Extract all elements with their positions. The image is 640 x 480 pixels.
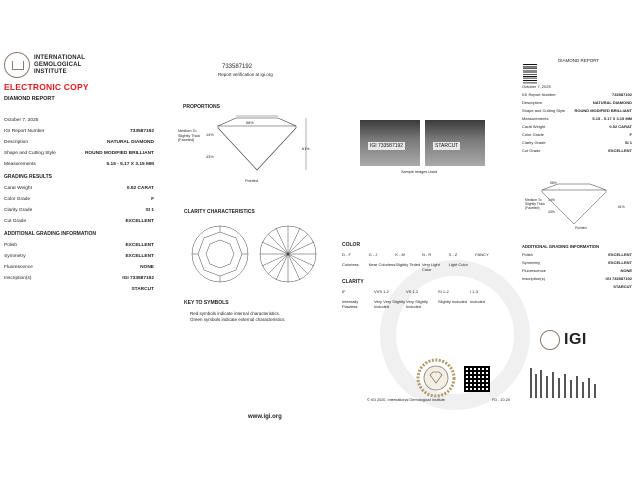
additional-info — [4, 243, 154, 292]
detail-row — [4, 151, 154, 156]
detail-row — [522, 125, 632, 130]
detail-value: ROUND MODIFIED BRILLIANT — [84, 151, 154, 156]
detail-row — [522, 133, 632, 138]
detail-value: SI 1 — [145, 208, 154, 213]
detail-value: EXCELLENT — [608, 147, 632, 153]
color-grade-range: D - F — [342, 252, 351, 257]
right-culet-label: Pointed — [575, 226, 587, 230]
electronic-copy-label: ELECTRONIC COPY — [4, 82, 89, 92]
detail-value: 0.52 CARAT — [609, 123, 632, 129]
detail-row — [4, 186, 154, 191]
detail-label: Symmetry — [4, 254, 26, 259]
right-column — [522, 84, 632, 153]
clarity-grade-name: Slightly Included — [438, 299, 468, 304]
report-number: 733587192 — [222, 64, 253, 70]
color-grade-name: Near Colorless — [368, 262, 396, 267]
right-depth-percent: 61% — [618, 205, 625, 209]
detail-label: Color Grade — [522, 131, 544, 137]
igi-logo-icon — [540, 330, 560, 350]
detail-label: IGI Report Number — [522, 91, 556, 97]
clarity-grade-name: Very Slightly Included — [406, 299, 429, 309]
detail-value: ROUND MODIFIED BRILLIANT — [574, 107, 632, 113]
right-additional-rows — [522, 253, 632, 290]
detail-label: Measurements — [4, 162, 36, 167]
right-date: October 7, 2025 — [522, 84, 551, 89]
key-to-symbols-title: KEY TO SYMBOLS — [184, 300, 229, 306]
detail-value: 0.52 CARAT — [126, 186, 154, 191]
color-grade-name: Slightly Tinted — [395, 262, 421, 267]
detail-label: Polish — [522, 251, 533, 257]
detail-label: Description — [522, 99, 543, 105]
clarity-scale-names — [342, 300, 502, 309]
key-to-symbols-text: Red symbols indicate internal characteristics. Green symbols indicate external characteristics. — [190, 311, 286, 322]
detail-value: EXCELLENT — [608, 251, 632, 257]
detail-label: Polish — [4, 243, 18, 248]
detail-row — [522, 261, 632, 266]
detail-label: Clarity Grade — [4, 208, 33, 213]
detail-value: EXCELLENT — [125, 219, 154, 224]
detail-value: SI 1 — [624, 139, 632, 145]
right-girdle-label: Medium To Slightly Thick (Faceted) — [525, 198, 545, 210]
color-scale-names — [342, 263, 502, 272]
detail-label: Measurements — [522, 115, 549, 121]
right-pavilion-percent: 43% — [548, 210, 555, 214]
detail-value: NONE — [620, 267, 632, 273]
clarity-grade-range: IF — [342, 289, 346, 294]
detail-value: 733587192 — [129, 129, 154, 134]
detail-row — [4, 265, 154, 270]
detail-row — [522, 141, 632, 146]
detail-value: 5.15 - 5.17 X 3.15 MM — [592, 115, 632, 121]
detail-label: Clarity Grade — [522, 139, 546, 145]
depth-percent: 61% — [302, 147, 310, 151]
detail-row — [4, 287, 154, 292]
grading-results — [4, 186, 154, 224]
right-report-title: DIAMOND REPORT — [558, 58, 600, 63]
detail-row — [522, 269, 632, 274]
detail-row — [4, 276, 154, 281]
color-grade-range: N - R — [421, 252, 432, 257]
detail-label: Description — [4, 140, 28, 145]
igi-logo: IGI — [540, 330, 587, 350]
website-link[interactable]: www.igi.org — [248, 414, 282, 420]
copyright-footer: © IGI 2020, International Gemological Institute — [367, 398, 445, 402]
report-title: DIAMOND REPORT — [4, 96, 55, 102]
clarity-grade-name: Internally Flawless — [342, 299, 359, 309]
additional-info-title: ADDITIONAL GRADING INFORMATION — [4, 231, 97, 237]
qr-code[interactable] — [464, 366, 490, 392]
left-column — [4, 52, 154, 292]
report-details — [4, 129, 154, 167]
detail-value: STARCUT — [131, 287, 154, 292]
culet-label: Pointed — [245, 179, 258, 183]
detail-row — [522, 277, 632, 282]
detail-value: EXCELLENT — [608, 259, 632, 265]
detail-label: Fluorescence — [522, 267, 547, 273]
detail-row — [522, 109, 632, 114]
detail-value: NATURAL DIAMOND — [107, 140, 154, 145]
detail-value: IGI 733587192 — [605, 275, 632, 281]
sample-images-caption: Sample Images Used — [401, 170, 438, 174]
clarity-scale-letters — [342, 290, 502, 295]
detail-value: 5.15 - 5.17 X 3.15 MM — [106, 162, 154, 167]
detail-value: EXCELLENT — [125, 243, 154, 248]
detail-row — [4, 254, 154, 259]
detail-row — [522, 117, 632, 122]
pavilion-percent: 43% — [206, 155, 214, 159]
color-grade-range: K - M — [395, 252, 405, 257]
detail-row — [522, 285, 632, 290]
institute-header — [4, 52, 154, 78]
detail-label: Color Grade — [4, 197, 31, 202]
clarity-characteristics-title: CLARITY CHARACTERISTICS — [184, 209, 255, 215]
grading-results-title: GRADING RESULTS — [4, 174, 52, 180]
report-date: October 7, 2025 — [4, 118, 39, 123]
detail-row — [522, 93, 632, 98]
detail-row — [4, 219, 154, 224]
detail-row — [4, 140, 154, 145]
detail-value: STARCUT — [613, 283, 632, 289]
igi-seal-icon — [4, 52, 30, 78]
right-additional — [522, 238, 632, 289]
clarity-grade-range: I 1-3 — [470, 289, 479, 294]
barcode — [523, 64, 537, 84]
clarity-grade-range: SI 1-2 — [438, 289, 449, 294]
clarity-scale-title: CLARITY — [342, 279, 364, 285]
color-grade-range: G - J — [368, 252, 378, 257]
detail-label: Carat Weight — [4, 186, 32, 191]
detail-label: Shape and Cutting Style — [4, 151, 56, 156]
detail-label: Shape and Cutting Style — [522, 107, 566, 113]
clarity-grade-range: VS 1-2 — [406, 289, 419, 294]
detail-label: Carat Weight — [522, 123, 546, 129]
color-grade-range: S - Z — [448, 252, 458, 257]
detail-row — [4, 129, 154, 134]
proportions-title: PROPORTIONS — [183, 104, 220, 110]
clarity-grade-name: Included — [470, 299, 486, 304]
detail-row — [522, 149, 632, 154]
detail-value: 733587192 — [611, 91, 632, 97]
detail-value: NONE — [140, 265, 154, 270]
color-grade-name: Very Light Color — [421, 262, 440, 272]
form-code: FD - 10.20 — [492, 398, 510, 402]
color-scale-letters — [342, 253, 502, 258]
detail-row — [522, 101, 632, 106]
detail-label: Inscription(s) — [4, 276, 32, 281]
detail-value: NATURAL DIAMOND — [592, 99, 632, 105]
detail-label: Cut Grade — [4, 219, 27, 224]
color-grade-name — [475, 263, 502, 272]
detail-value: F — [629, 131, 632, 137]
detail-value: EXCELLENT — [125, 254, 154, 259]
detail-label: IGI Report Number — [4, 129, 45, 134]
detail-row — [4, 243, 154, 248]
right-crown-percent: 14% — [548, 198, 555, 202]
detail-label: Cut Grade — [522, 147, 541, 153]
girdle-label: Medium To Slightly Thick (Faceted) — [178, 129, 201, 142]
sample-image-inscription: IGI 733587192 — [360, 120, 420, 166]
right-table-percent: 58% — [550, 181, 557, 185]
detail-row — [522, 253, 632, 258]
detail-value: IGI 733587192 — [122, 276, 154, 281]
detail-label: Fluorescence — [4, 265, 33, 270]
detail-value: F — [151, 197, 154, 202]
color-grade-name: Light Color — [448, 262, 468, 267]
color-grade-name: Colorless — [342, 262, 359, 267]
clarity-grade-name: Very Very Slightly Included — [374, 299, 406, 309]
detail-row — [4, 197, 154, 202]
table-percent: 58% — [246, 121, 254, 125]
fine-print-block — [528, 366, 608, 424]
igi-seal-icon — [416, 358, 456, 398]
right-details — [522, 93, 632, 154]
report-verification: Report verification at igi.org — [218, 72, 273, 77]
color-scale-title: COLOR — [342, 242, 361, 248]
right-additional-title: ADDITIONAL GRADING INFORMATION — [522, 244, 600, 249]
detail-label: Symmetry — [522, 259, 540, 265]
detail-row — [4, 208, 154, 213]
detail-row — [4, 162, 154, 167]
color-grade-range: FANCY — [475, 252, 489, 257]
clarity-grade-range: VVS 1-2 — [374, 289, 389, 294]
detail-label: Inscription(s) — [522, 275, 545, 281]
sample-image-starcut: STARCUT — [425, 120, 485, 166]
institute-name: INTERNATIONAL GEMOLOGICAL INSTITUTE — [34, 54, 86, 75]
clarity-plot-diagram — [190, 222, 320, 286]
crown-percent: 14% — [206, 133, 214, 137]
